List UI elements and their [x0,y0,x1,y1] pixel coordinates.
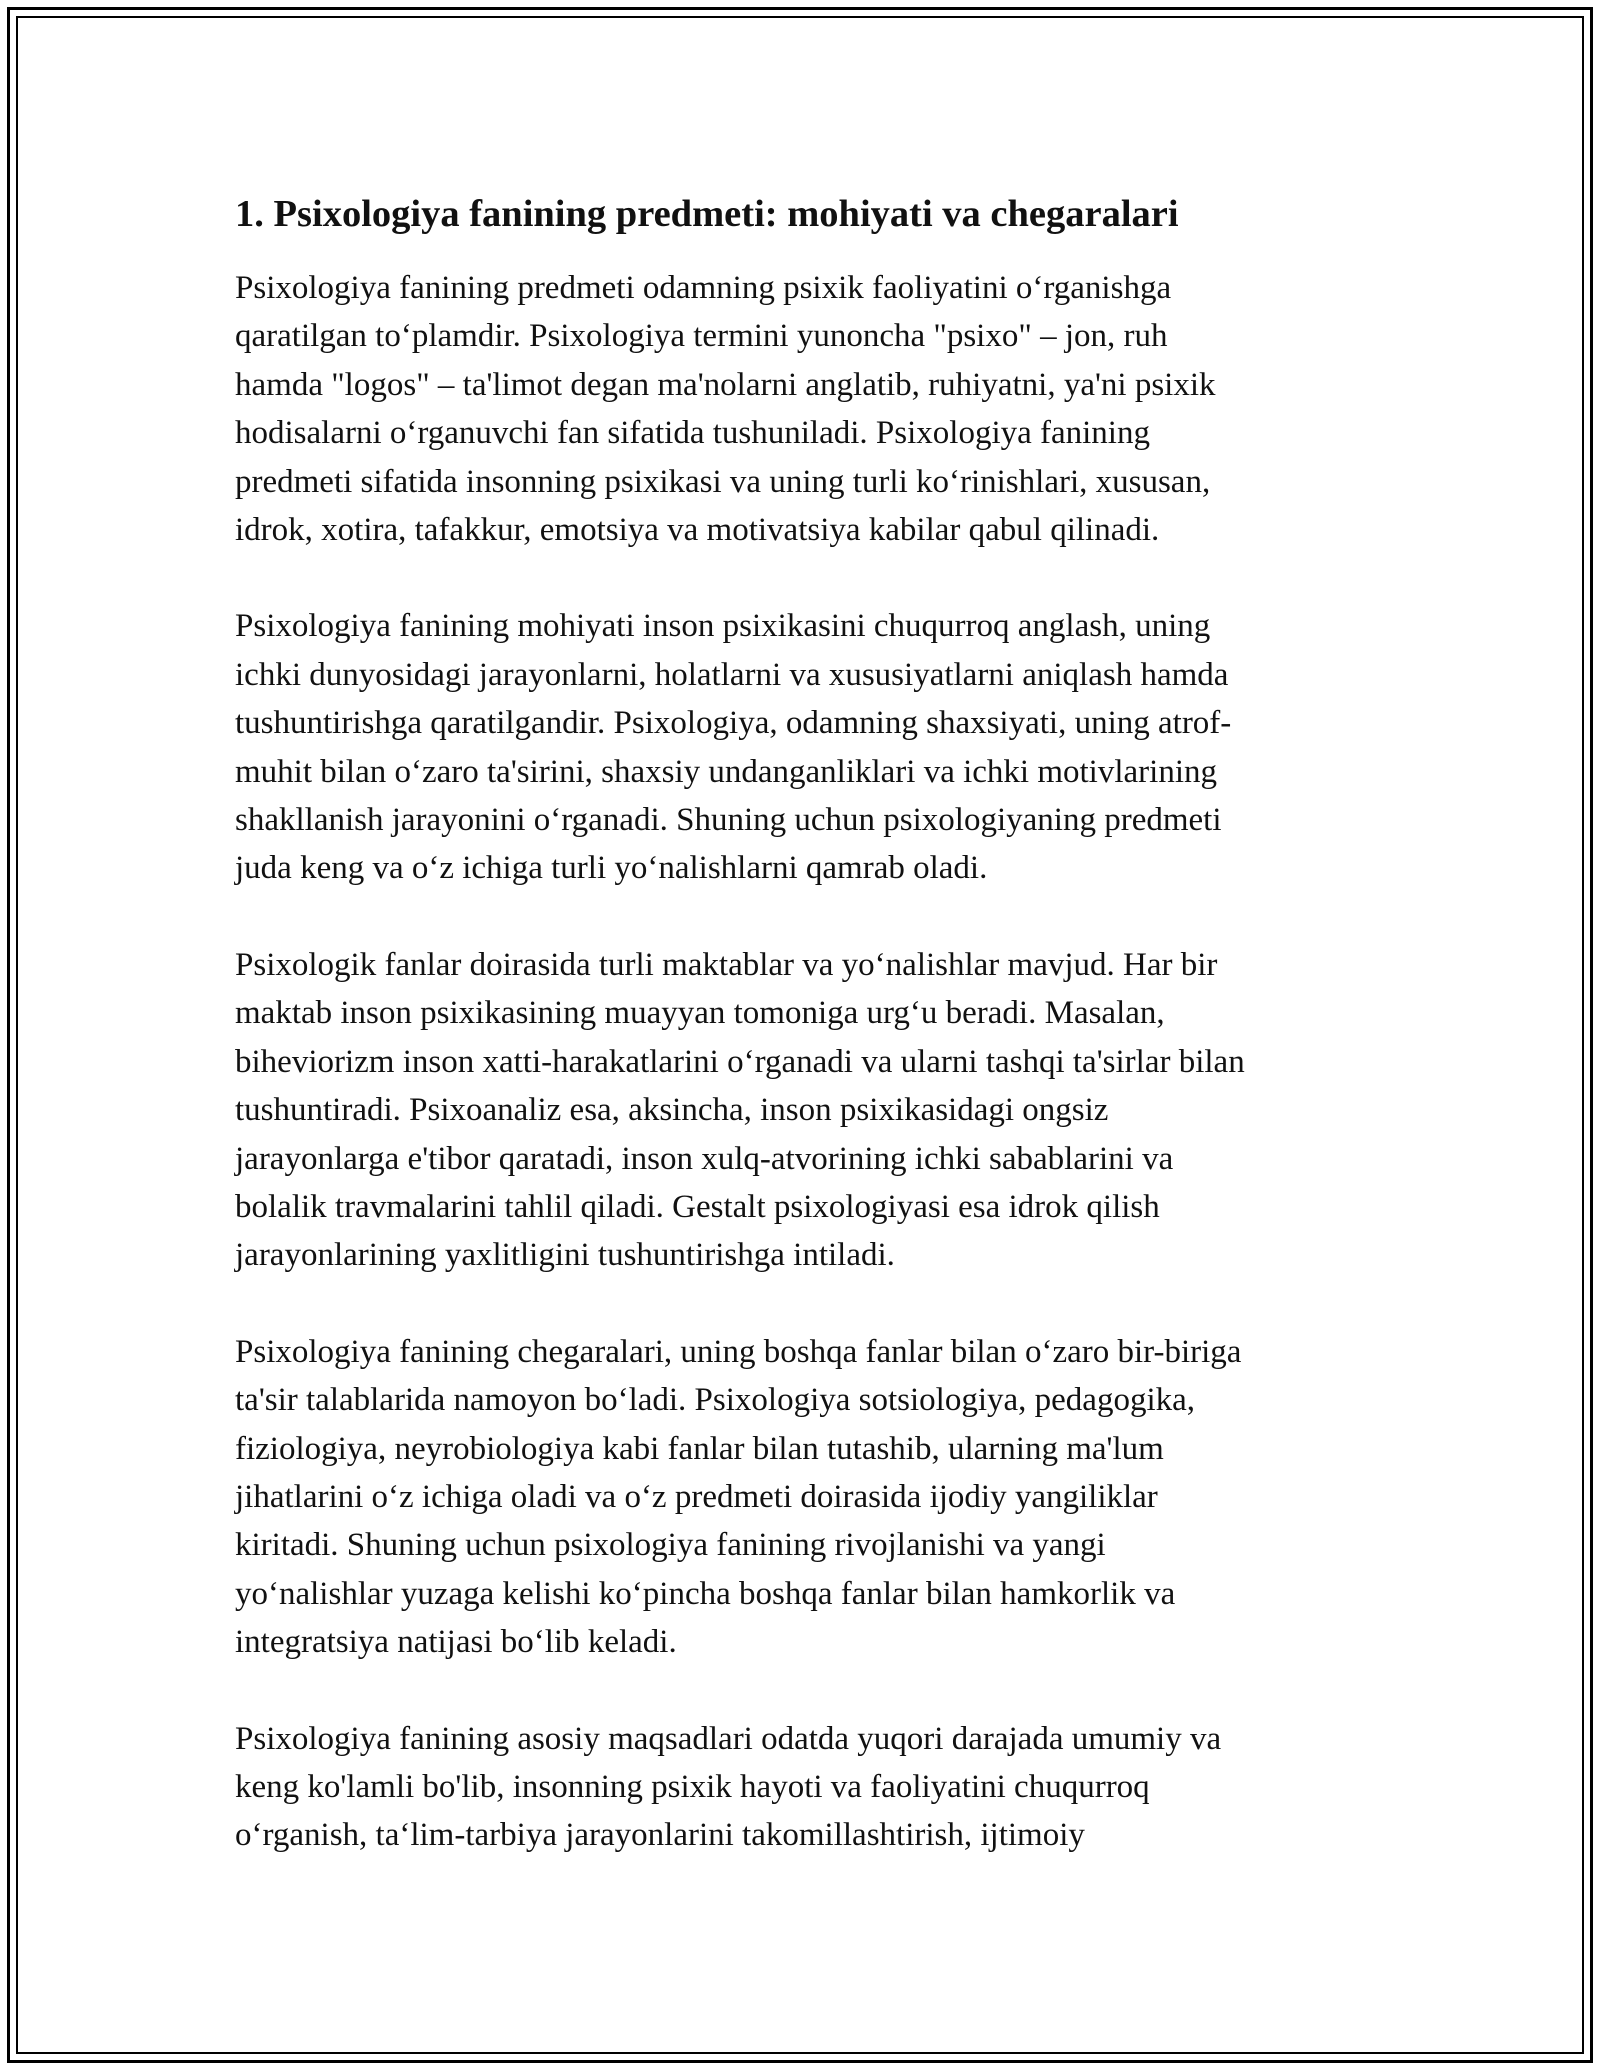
paragraph-3 [235,941,1375,1280]
text-line: predmeti sifatida insonning psixikasi va uning turli ko‘rinishlari, xususan, [235,463,1211,500]
text-line: bolalik travmalarini tahlil qiladi. Gestalt psixologiyasi esa idrok qilish [235,1188,1160,1225]
text-line: shakllanish jarayonini o‘rganadi. Shuning uchun psixologiyaning predmeti [235,802,1222,839]
text-line: maktab inson psixikasining muayyan tomoniga urg‘u beradi. Masalan, [235,995,1165,1032]
text-line: qaratilgan to‘plamdir. Psixologiya termini yunoncha "psixo" – jon, ruh [235,318,1168,355]
text-line: Psixologiya fanining mohiyati inson psixikasini chuqurroq anglash, uning [235,608,1211,645]
text-line: biheviorizm inson xatti-harakatlarini o‘rganadi va ularni tashqi ta'sirlar bilan [235,1043,1245,1080]
text-line: tushuntirishga qaratilgandir. Psixologiya, odamning shaxsiyati, uning atrof- [235,705,1232,742]
text-line: keng ko'lamli bo'lib, insonning psixik hayoti va faoliyatini chuqurroq [235,1768,1150,1805]
text-line: fiziologiya, neyrobiologiya kabi fanlar bilan tutashib, ularning ma'lum [235,1430,1164,1467]
paragraph-1 [235,264,1375,554]
text-line: Psixologiya fanining chegaralari, uning boshqa fanlar bilan o‘zaro bir-biriga [235,1333,1242,1370]
text-line: Psixologiya fanining asosiy maqsadlari odatda yuqori darajada umumiy va [235,1720,1222,1757]
text-line: juda keng va o‘z ichiga turli yo‘nalishlarni qamrab oladi. [235,850,988,887]
section-title: 1. Psixologiya fanining predmeti: mohiyati va chegaralari [235,193,1179,235]
text-line: hamda "logos" – ta'limot degan ma'nolarni anglatib, ruhiyatni, ya'ni psixik [235,366,1216,403]
text-line: integratsiya natijasi bo‘lib keladi. [235,1624,677,1661]
paragraph-5 [235,1715,1375,1860]
document-body [235,188,1375,1908]
text-line: Psixologiya fanining predmeti odamning psixik faoliyatini o‘rganishga [235,270,1172,306]
text-line: muhit bilan o‘zaro ta'sirini, shaxsiy undanganliklari va ichki motivlarining [235,753,1217,790]
text-line: jarayonlarga e'tibor qaratadi, inson xulq-atvorining ichki sabablarini va [235,1140,1174,1177]
paragraph-2 [235,602,1375,892]
text-line: kiritadi. Shuning uchun psixologiya fanining rivojlanishi va yangi [235,1527,1106,1564]
text-line: ichki dunyosidagi jarayonlarni, holatlarni va xususiyatlarni aniqlash hamda [235,656,1229,693]
text-line: o‘rganish, ta‘lim-tarbiya jarayonlarini takomillashtirish, ijtimoiy [235,1817,1085,1854]
text-line: jihatlarini o‘z ichiga oladi va o‘z predmeti doirasida ijodiy yangiliklar [235,1478,1158,1515]
paragraph-4 [235,1328,1375,1667]
text-line: idrok, xotira, tafakkur, emotsiya va motivatsiya kabilar qabul qilinadi. [235,512,1160,549]
text-line: tushuntiradi. Psixoanaliz esa, aksincha, inson psixikasidagi ongsiz [235,1092,1109,1129]
text-line: ta'sir talablarida namoyon bo‘ladi. Psixologiya sotsiologiya, pedagogika, [235,1382,1196,1419]
text-line: Psixologik fanlar doirasida turli maktablar va yo‘nalishlar mavjud. Har bir [235,946,1218,983]
text-line: jarayonlarining yaxlitligini tushuntirishga intiladi. [235,1237,895,1274]
text-line: yo‘nalishlar yuzaga kelishi ko‘pincha boshqa fanlar bilan hamkorlik va [235,1575,1176,1612]
text-line: hodisalarni o‘rganuvchi fan sifatida tushuniladi. Psixologiya fanining [235,415,1150,452]
